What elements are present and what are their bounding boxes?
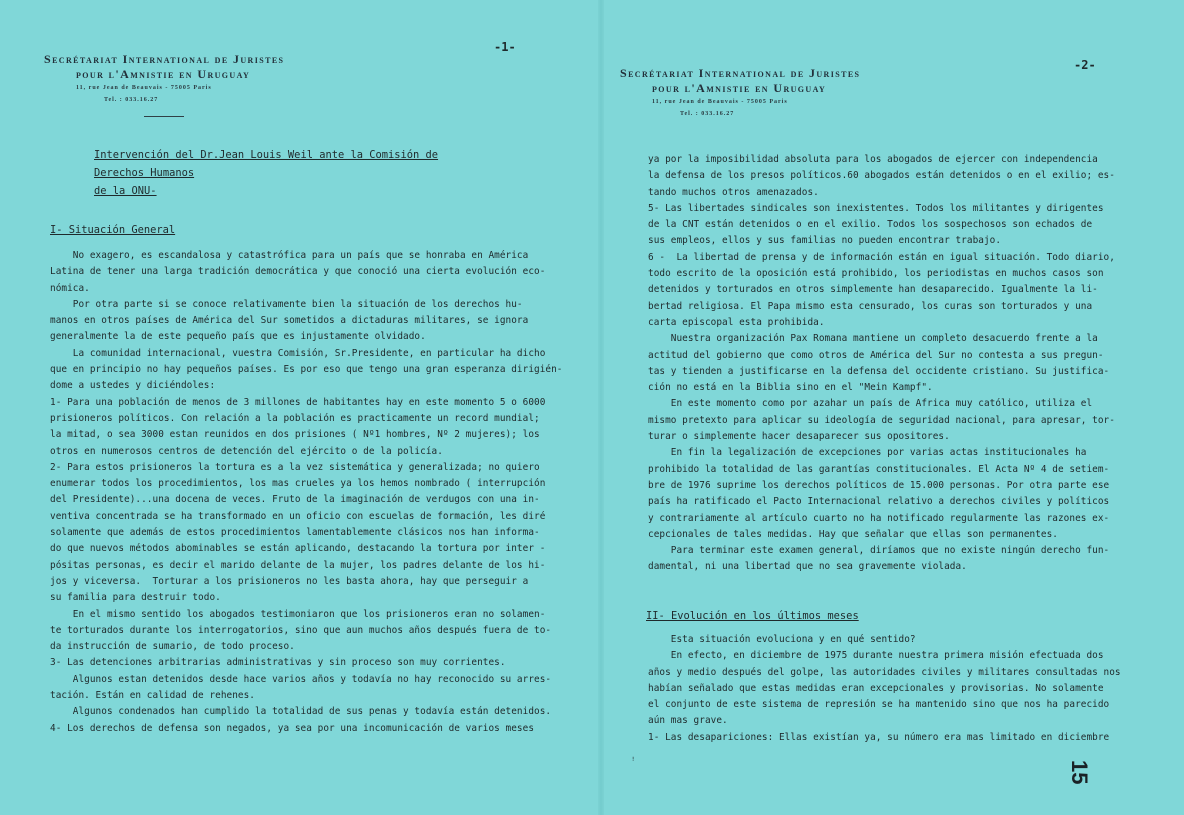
text-line: prisioneros políticos. Con relación a la población es practicamente un record mundial; — [50, 412, 540, 424]
text-line: dome a ustedes y diciéndoles: — [50, 380, 216, 392]
title-line: Intervención del Dr.Jean Louis Weil ante la Comisión de Derechos Humanos — [94, 149, 439, 179]
section-heading: II- Evolución en los últimos meses — [646, 610, 859, 622]
text-line: de la CNT están detenidos o en el exilio. Todos los sospechosos son echados de — [648, 219, 1093, 231]
text-line: turar o simplemente hacer desaparecer sus opositores. — [648, 431, 950, 443]
text-line: te torturados durante los interrogatorios, sino que aun muchos años después fuera de to- — [50, 624, 552, 636]
text-line: 3- Las detenciones arbitrarias administrativas y sin proceso son muy corrientes. — [50, 657, 506, 669]
body-text — [648, 632, 1121, 746]
text-line: 4- Los derechos de defensa son negados, ya sea por una incomunicación de varios meses — [50, 722, 535, 734]
text-line: el conjunto de este sistema de represión se ha mantenido sino que nos ha parecido — [648, 699, 1110, 711]
text-line: manos en otros países de América del Sur sometidos a dictaduras militares, se ignora — [50, 315, 529, 327]
text-line: bertad religiosa. El Papa mismo esta censurado, los curas son torturados y una — [648, 300, 1093, 312]
text-line: damental, ni una libertad que no sea gravemente violada. — [648, 561, 967, 573]
text-line: años y medio después del golpe, las autoridades civiles y militares consultadas nos — [648, 666, 1121, 678]
right-page — [604, 0, 1184, 815]
letterhead-telephone: Tel. : 033.16.27 — [680, 111, 735, 117]
text-line: 5- Las libertades sindicales son inexistentes. Todos los militantes y dirigentes — [648, 202, 1104, 214]
text-line: cepcionales de tales medidas. Hay que señalar que ellas son permanentes. — [648, 528, 1058, 540]
text-line: Algunos estan detenidos desde hace varios años y todavía no hay reconocido su arres- — [50, 673, 552, 685]
text-line: 1- Las desapariciones: Ellas existían ya, su número era mas limitado en diciembre — [648, 731, 1110, 743]
text-line: sus empleos, ellos y sus familias no pueden encontrar trabajo. — [648, 235, 1002, 247]
text-line: enumerar todos los procedimientos, los mas crueles ya los hemos nombrado ( interrupción — [50, 478, 546, 490]
text-line: otros en numerosos centros de detención del ejército o de la policía. — [50, 445, 443, 457]
text-line: nómica. — [50, 282, 90, 294]
text-line: que en principio no hay pequeños países. Es por eso que tengo una gran esperanza dirigién- — [50, 364, 563, 376]
text-line: da instrucción de sumario, de todo proceso. — [50, 641, 295, 653]
text-line: su familia para destruir todo. — [50, 592, 221, 604]
letterhead-address: 11, rue Jean de Beauvais - 75005 Paris — [76, 85, 212, 91]
page-number: -2- — [1074, 58, 1096, 72]
text-line: prohibido la totalidad de las garantías constitucionales. El Acta Nº 4 de setiem- — [648, 463, 1110, 475]
text-line: habían señalado que estas medidas eran excepcionales y provisorias. No solamente — [648, 682, 1104, 694]
body-text — [50, 248, 562, 737]
text-line: tando muchos otros amenazados. — [648, 186, 819, 198]
text-line: aún mas grave. — [648, 715, 728, 727]
text-line: tación. Están en calidad de rehenes. — [50, 690, 255, 702]
text-line: Por otra parte si se conoce relativamente bien la situación de los derechos hu- — [50, 298, 523, 310]
text-line: 1- Para una población de menos de 3 millones de habitantes hay en este momento 5 o 6000 — [50, 396, 546, 408]
text-line: carta episcopal esta prohibida. — [648, 316, 825, 328]
text-line: del Presidente)...una docena de veces. Fruto de la imaginación de verdugos con una in- — [50, 494, 540, 506]
text-line: jos y viceversa. Torturar a los prisioneros no les basta ahora, hay que perseguir a — [50, 575, 529, 587]
document-title — [94, 146, 494, 200]
text-line: 2- Para estos prisioneros la tortura es a la vez sistemática y generalizada; no quiero — [50, 461, 540, 473]
text-line: generalmente la de este pequeño país que es injustamente olvidado. — [50, 331, 426, 343]
text-line: la defensa de los presos políticos.60 abogados están detenidos o en el exilio; es- — [648, 170, 1115, 182]
letterhead-line1: Secrétariat International de Juristes — [620, 66, 861, 80]
text-line: solamente que además de estos procedimientos lamentablemente clásicos nos han informa- — [50, 527, 540, 539]
margin-mark: ꜝ — [630, 756, 637, 767]
text-line: No exagero, es escandalosa y catastrófica para un país que se honraba en América — [50, 250, 529, 261]
text-line: 6 - La libertad de prensa y de información están en igual situación. Todo diario, — [648, 251, 1115, 263]
text-line: y contrariamente al artículo cuarto no ha notificado regularmente las razones ex- — [648, 512, 1110, 524]
text-line: país ha ratificado el Pacto Internacional relativo a derechos civiles y políticos — [648, 496, 1110, 508]
text-line: Nuestra organización Pax Romana mantiene un completo desacuerdo frente a la — [648, 333, 1098, 345]
text-line: En efecto, en diciembre de 1975 durante nuestra primera misión efectuada dos — [648, 650, 1104, 662]
letterhead-line2: pour l'Amnistie en Uruguay — [652, 81, 827, 95]
text-line: actitud del gobierno que como otros de América del Sur no contesta a sus pregun- — [648, 349, 1104, 361]
text-line: Algunos condenados han cumplido la totalidad de sus penas y todavía están detenidos. — [50, 706, 552, 718]
text-line: pósitas personas, es decir el marido delante de la mujer, los padres delante de los hi- — [50, 559, 546, 571]
text-line: do que nuevos métodos abominables se están aplicando, destacando la tortura por inter - — [50, 543, 546, 555]
text-line: ya por la imposibilidad absoluta para los abogados de ejercer con independencia — [648, 154, 1098, 165]
text-line: tas y tienden a justificarse en la defensa del occidente cristiano. Su justifica- — [648, 365, 1110, 377]
text-line: bre de 1976 suprime los derechos políticos de 15.000 personas. Por otra parte ese — [648, 479, 1110, 491]
letterhead-line2: pour l'Amnistie en Uruguay — [76, 67, 251, 81]
letterhead-telephone: Tel. : 033.16.27 — [104, 97, 159, 103]
text-line: Esta situación evoluciona y en qué sentido? — [648, 634, 916, 645]
text-line: En fin la legalización de excepciones por varias actas institucionales ha — [648, 447, 1087, 459]
text-line: ventiva concentrada se ha transformado en un oficio con escuelas de formación, les diré — [50, 510, 546, 522]
letterhead-address: 11, rue Jean de Beauvais - 75005 Paris — [652, 99, 788, 105]
title-line: de la ONU- — [94, 185, 157, 197]
letterhead-line1: Secrétariat International de Juristes — [44, 52, 285, 66]
text-line: Para terminar este examen general, diríamos que no existe ningún derecho fun- — [648, 545, 1110, 557]
archive-page-stamp: 15 — [1067, 760, 1092, 785]
text-line: detenidos y torturados en otros simplemente han desaparecido. Igualmente la li- — [648, 284, 1098, 296]
text-line: todo escrito de la oposición está prohibido, los periodistas en muchos casos son — [648, 268, 1104, 280]
text-line: la mitad, o sea 3000 estan reunidos en dos prisiones ( Nº1 hombres, Nº 2 mujeres); los — [50, 429, 540, 441]
text-line: La comunidad internacional, vuestra Comisión, Sr.Presidente, en particular ha dicho — [50, 347, 546, 359]
text-line: En este momento como por azahar un país de Africa muy católico, utiliza el — [648, 398, 1093, 410]
text-line: ción no está en la Biblia sino en el "Mein Kampf". — [648, 382, 933, 394]
letterhead — [620, 66, 860, 120]
letterhead — [44, 52, 284, 117]
text-line: Latina de tener una larga tradición democrática y que conoció una cierta evolución eco- — [50, 266, 546, 278]
body-text — [648, 152, 1115, 576]
text-line: mismo pretexto para aplicar su ideología de seguridad nacional, para apresar, tor- — [648, 414, 1115, 426]
page-number: -1- — [494, 40, 516, 54]
section-heading: I- Situación General — [50, 224, 176, 236]
text-line: En el mismo sentido los abogados testimoniaron que los prisioneros eran no solamen- — [50, 608, 546, 620]
letterhead-rule — [144, 116, 184, 117]
